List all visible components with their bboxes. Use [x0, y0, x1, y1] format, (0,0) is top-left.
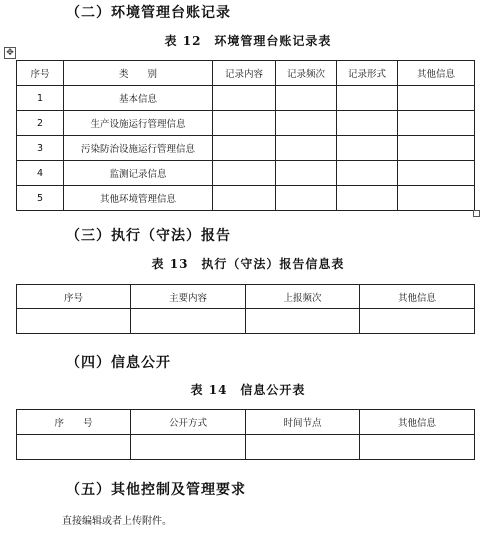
- editable-cell[interactable]: [213, 136, 276, 161]
- editable-cell[interactable]: [398, 136, 475, 161]
- table-row: [17, 136, 475, 161]
- row-number: 4: [17, 161, 64, 186]
- editable-cell[interactable]: [360, 435, 475, 460]
- editable-cell[interactable]: [337, 136, 398, 161]
- header-cell: 序 号: [17, 410, 131, 435]
- table-caption-13: 表 13 执行（守法）报告信息表: [151, 257, 345, 271]
- section-heading-disclosure: （四）信息公开: [66, 355, 171, 371]
- table-row: [17, 186, 475, 211]
- editable-cell[interactable]: [360, 309, 475, 334]
- editable-cell[interactable]: [246, 435, 360, 460]
- header-cell: 记录频次: [276, 61, 337, 86]
- editable-cell[interactable]: [337, 86, 398, 111]
- table-header-row: [17, 61, 475, 86]
- table-header-row: [17, 285, 475, 309]
- editable-cell[interactable]: [131, 435, 246, 460]
- section-heading-ledger: （二）环境管理台账记录: [66, 5, 231, 21]
- header-cell: 其他信息: [360, 285, 475, 309]
- editable-cell[interactable]: [398, 161, 475, 186]
- section-heading-report: （三）执行（守法）报告: [66, 228, 231, 244]
- editable-cell[interactable]: [276, 86, 337, 111]
- move-handle-icon[interactable]: ✥: [4, 47, 16, 59]
- row-number: 1: [17, 86, 64, 111]
- table-row: [17, 435, 475, 460]
- editable-cell[interactable]: [398, 86, 475, 111]
- editable-cell[interactable]: [17, 309, 131, 334]
- editable-cell[interactable]: [398, 186, 475, 211]
- editable-cell[interactable]: [246, 309, 360, 334]
- disclosure-table: [16, 409, 475, 460]
- editable-cell[interactable]: [276, 111, 337, 136]
- table-row: [17, 86, 475, 111]
- header-cell: 记录形式: [337, 61, 398, 86]
- header-cell: 公开方式: [131, 410, 246, 435]
- editable-cell[interactable]: [337, 186, 398, 211]
- row-number: 5: [17, 186, 64, 211]
- table-row: [17, 111, 475, 136]
- header-cell: 上报频次: [246, 285, 360, 309]
- table-row: [17, 161, 475, 186]
- row-number: 3: [17, 136, 64, 161]
- editable-cell[interactable]: [276, 186, 337, 211]
- row-category: 监测记录信息: [64, 161, 213, 186]
- table-caption-14: 表 14 信息公开表: [190, 383, 306, 397]
- editable-cell[interactable]: [131, 309, 246, 334]
- resize-handle-icon[interactable]: [473, 210, 480, 217]
- table-header-row: [17, 410, 475, 435]
- header-cell: 主要内容: [131, 285, 246, 309]
- editable-cell[interactable]: [213, 186, 276, 211]
- ledger-table: [16, 60, 475, 211]
- header-cell: 类 别: [64, 61, 213, 86]
- header-cell: 其他信息: [360, 410, 475, 435]
- header-cell: 记录内容: [213, 61, 276, 86]
- table-caption-12: 表 12 环境管理台账记录表: [164, 34, 332, 48]
- row-category: 污染防治设施运行管理信息: [64, 136, 213, 161]
- editable-cell[interactable]: [213, 111, 276, 136]
- report-table: [16, 284, 475, 334]
- row-category: 生产设施运行管理信息: [64, 111, 213, 136]
- row-category: 基本信息: [64, 86, 213, 111]
- header-cell: 序号: [17, 61, 64, 86]
- editable-cell[interactable]: [213, 86, 276, 111]
- header-cell: 其他信息: [398, 61, 475, 86]
- editable-cell[interactable]: [398, 111, 475, 136]
- table-row: [17, 309, 475, 334]
- header-cell: 序号: [17, 285, 131, 309]
- row-number: 2: [17, 111, 64, 136]
- header-cell: 时间节点: [246, 410, 360, 435]
- upload-note[interactable]: 直接编辑或者上传附件。: [62, 516, 172, 527]
- editable-cell[interactable]: [337, 161, 398, 186]
- editable-cell[interactable]: [337, 111, 398, 136]
- editable-cell[interactable]: [17, 435, 131, 460]
- editable-cell[interactable]: [276, 136, 337, 161]
- row-category: 其他环境管理信息: [64, 186, 213, 211]
- editable-cell[interactable]: [213, 161, 276, 186]
- section-heading-other-requirements: （五）其他控制及管理要求: [66, 482, 246, 498]
- editable-cell[interactable]: [276, 161, 337, 186]
